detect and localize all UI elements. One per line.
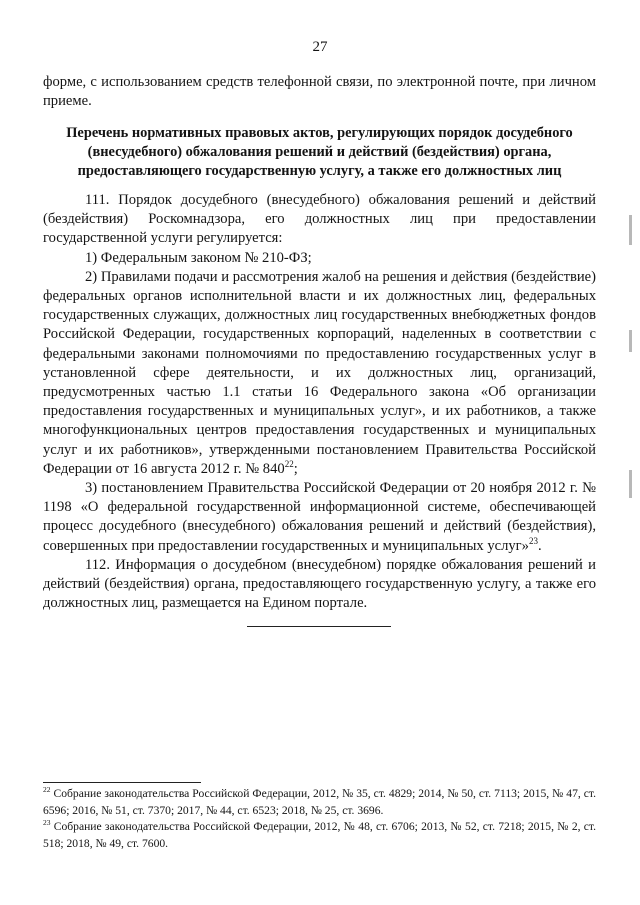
footnote-ref-22[interactable]: 22 xyxy=(284,458,294,469)
list-item-1: 1) Федеральным законом № 210-ФЗ; xyxy=(85,249,312,266)
scan-edge-mark xyxy=(629,215,632,245)
intro-paragraph: форме, с использованием средств телефонной связи, по электронной почте, при личном приеме. xyxy=(43,74,596,110)
footnote-text: Собрание законодательства Российской Федерации, 2012, № 48, ст. 6706; 2013, № 52, ст. 7218; 2015, № 2, ст. 518; 2018, № 49, ст. 7600. xyxy=(43,820,596,850)
footnote-number: 23 xyxy=(43,818,51,828)
list-item-2-text: 2) Правилами подачи и рассмотрения жалоб на решения и действия (бездействие) федеральных органов исполнительной власти и их должностных лиц, федеральных государственных служащих, должностных лиц государственных внебюджетных фондов Российской Федерации, государственных корпораций, наделенных в соответствии с федеральными законами полномочиями по предоставлению государственных услуг в установленной сфере деятельности, и их должностных лиц, организаций, предусмотренных частью 1.1 статьи 16 Федерального закона «Об организации предоставления государственных и муниципальных услуг», и их работников, а также многофункциональных центров предоставления государственных и муниципальных услуг и их работников», утвержденными постановлением Правительства Российской Федерации от 16 августа 2012 г. № 840 xyxy=(43,268,596,477)
scan-edge-mark xyxy=(629,330,632,352)
paragraph-111: 111. Порядок досудебного (внесудебного) обжалования решений и действий (бездействия) Роскомнадзора, его должностных лиц при предоставлении государственной услуги регулируется: xyxy=(43,192,596,247)
section-heading: Перечень нормативных правовых актов, регулирующих порядок досудебного (внесудебного) обжалования решений и действий (бездействия) органа, предоставляющего государственную услугу, а также его должностных лиц xyxy=(66,125,573,180)
body-text xyxy=(43,191,596,613)
list-item-2-end: ; xyxy=(293,460,298,477)
footnote-23 xyxy=(43,819,596,852)
list-item-3 xyxy=(43,479,596,556)
footnotes xyxy=(43,786,596,852)
footnote-ref-23[interactable]: 23 xyxy=(528,535,538,546)
scan-edge-mark xyxy=(629,470,632,498)
list-item-3-text: 3) постановлением Правительства Российской Федерации от 20 ноября 2012 г. № 1198 «О федеральной государственной информационной системе, обеспечивающей процесс досудебного (внесудебного) обжалования решений и действий (бездействия), совершенных при предоставлении государственных и муниципальных услуг» xyxy=(43,480,596,554)
footnote-separator xyxy=(43,782,201,783)
page-number: 27 xyxy=(312,39,328,55)
footnote-text: Собрание законодательства Российской Федерации, 2012, № 35, ст. 4829; 2014, № 50, ст. 7113; 2015, № 47, ст. 6596; 2016, № 51, ст. 7370; 2017, № 44, ст. 6523; 2018, № 25, ст. 3696. xyxy=(43,787,596,817)
section-divider xyxy=(247,626,391,627)
footnote-22 xyxy=(43,786,596,819)
list-item-2 xyxy=(43,268,596,479)
list-item-3-end: . xyxy=(537,537,542,554)
footnote-number: 22 xyxy=(43,785,51,795)
paragraph-112: 112. Информация о досудебном (внесудебном) порядке обжалования решений и действий (бездействия) органа, предоставляющего государственную услугу, а также его должностных лиц, размещается на Едином портале. xyxy=(43,556,596,612)
